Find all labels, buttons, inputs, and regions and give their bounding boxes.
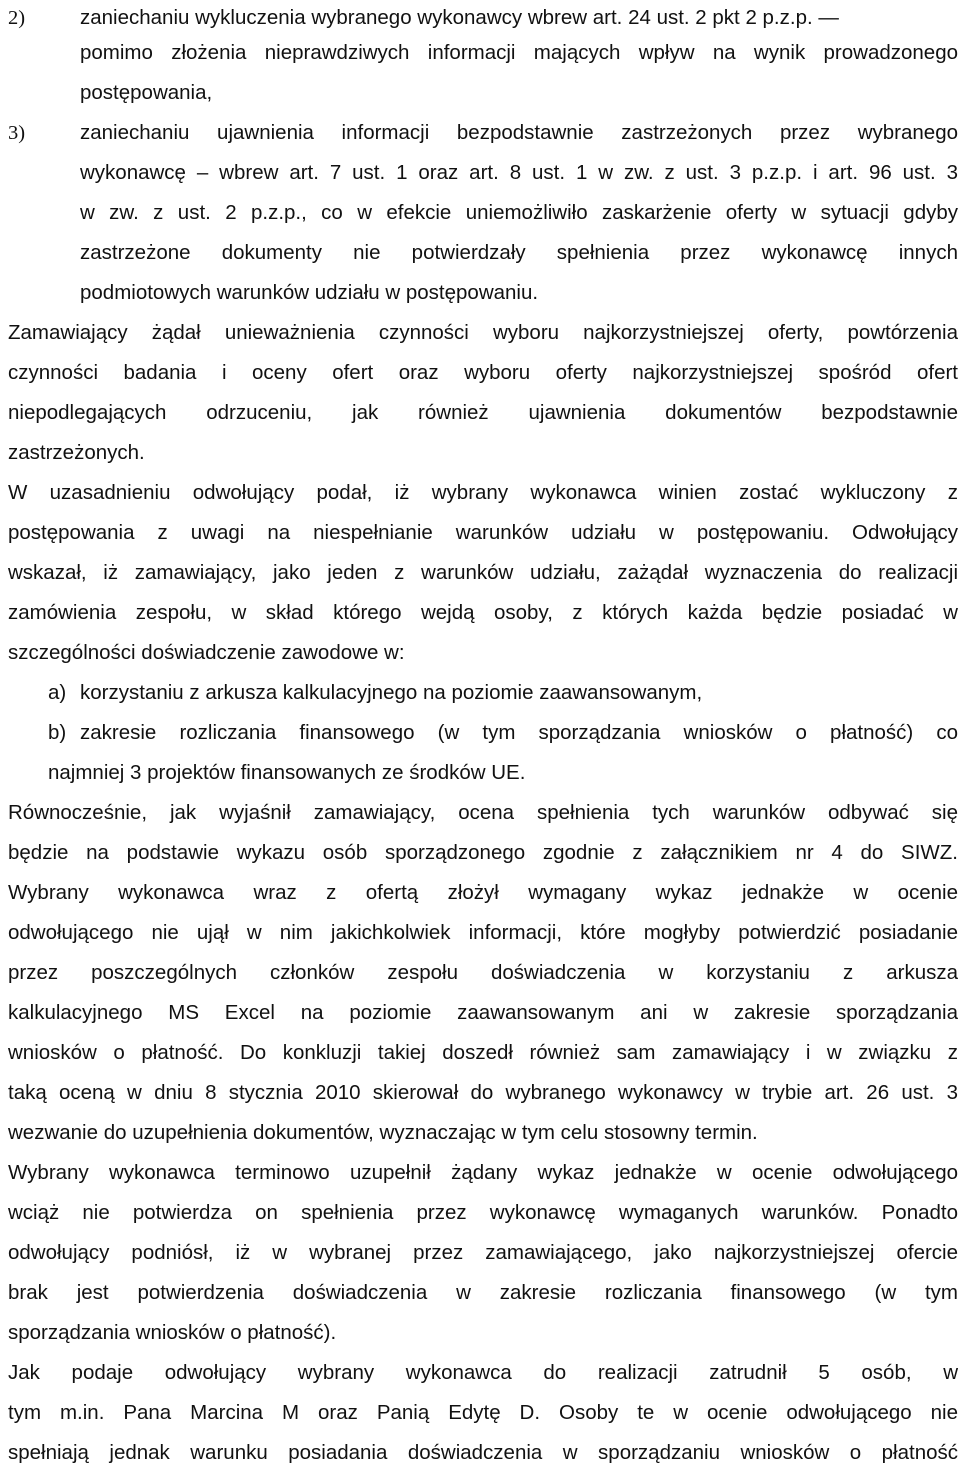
paragraph-4-line-1: Wybrany wykonawca terminowo uzupełnił żądany wykaz jednakże w ocenie odwołującego <box>8 1161 958 1184</box>
paragraph-5-line-1: Jak podaje odwołujący wybrany wykonawca do realizacji zatrudnił 5 osób, w <box>8 1361 958 1384</box>
sub-item-b-line-2: najmniej 3 projektów finansowanych ze środków UE. <box>48 761 526 784</box>
paragraph-3-line-9: wezwanie do uzupełnienia dokumentów, wyznaczając w tym celu stosowny termin. <box>8 1121 758 1144</box>
paragraph-3-line-1: Równocześnie, jak wyjaśnił zamawiający, ocena spełnienia tych warunków odbywać się <box>8 801 958 824</box>
list-marker-3: 3) <box>8 122 26 144</box>
list-item-3-line-4: zastrzeżone dokumenty nie potwierdzały spełnienia przez wykonawcę innych <box>80 241 958 264</box>
list-marker-2: 2) <box>8 7 26 29</box>
paragraph-1-line-4: zastrzeżonych. <box>8 441 145 464</box>
sub-item-a-marker: a) <box>48 681 67 704</box>
list-item-3-line-2: wykonawcę – wbrew art. 7 ust. 1 oraz art. 8 ust. 1 w zw. z ust. 3 p.z.p. i art. 96 ust. 3 <box>80 161 958 184</box>
list-item-2-line-2: pomimo złożenia nieprawdziwych informacji mających wpływ na wynik prowadzonego <box>80 41 958 64</box>
paragraph-5-line-2: tym m.in. Pana Marcina M oraz Panią Edytę D. Osoby te w ocenie odwołującego nie <box>8 1401 958 1424</box>
paragraph-3-line-3: Wybrany wykonawca wraz z ofertą złożył wymagany wykaz jednakże w ocenie <box>8 881 958 904</box>
list-item-3-line-1: zaniechaniu ujawnienia informacji bezpodstawnie zastrzeżonych przez wybranego <box>80 121 958 144</box>
paragraph-2-line-1: W uzasadnieniu odwołujący podał, iż wybrany wykonawca winien zostać wykluczony z <box>8 481 958 504</box>
paragraph-2-line-5: szczególności doświadczenie zawodowe w: <box>8 641 405 664</box>
paragraph-4-line-4: brak jest potwierdzenia doświadczenia w zakresie rozliczania finansowego (w tym <box>8 1281 958 1304</box>
list-item-3-line-5: podmiotowych warunków udziału w postępowaniu. <box>80 281 539 304</box>
paragraph-1-line-2: czynności badania i oceny ofert oraz wyboru oferty najkorzystniejszej spośród ofert <box>8 361 958 384</box>
paragraph-1-line-1: Zamawiający żądał unieważnienia czynności wyboru najkorzystniejszej oferty, powtórzenia <box>8 321 958 344</box>
paragraph-5-line-3: spełniają jednak warunku posiadania doświadczenia w sporządzaniu wniosków o płatność <box>8 1441 958 1464</box>
paragraph-3-line-2: będzie na podstawie wykazu osób sporządzonego zgodnie z załącznikiem nr 4 do SIWZ. <box>8 841 958 864</box>
paragraph-3-line-4: odwołującego nie ujął w nim jakichkolwiek informacji, które mogłyby potwierdzić posiadanie <box>8 921 958 944</box>
paragraph-4-line-3: odwołujący podniósł, iż w wybranej przez zamawiającego, jako najkorzystniejszej ofercie <box>8 1241 958 1264</box>
sub-item-b-line-1: zakresie rozliczania finansowego (w tym sporządzania wniosków o płatność) co <box>80 721 958 744</box>
paragraph-3-line-5: przez poszczególnych członków zespołu doświadczenia w korzystaniu z arkusza <box>8 961 958 984</box>
list-item-3-line-3: w zw. z ust. 2 p.z.p., co w efekcie uniemożliwiło zaskarżenie oferty w sytuacji gdyby <box>80 201 958 224</box>
paragraph-4-line-2: wciąż nie potwierdza on spełnienia przez wykonawcę wymaganych warunków. Ponadto <box>8 1201 958 1224</box>
sub-item-a-line-1: korzystaniu z arkusza kalkulacyjnego na poziomie zaawansowanym, <box>80 681 703 704</box>
paragraph-2-line-4: zamówienia zespołu, w skład którego wejdą osoby, z których każda będzie posiadać w <box>8 601 958 624</box>
paragraph-4-line-5: sporządzania wniosków o płatność). <box>8 1321 337 1344</box>
paragraph-1-line-3: niepodlegających odrzuceniu, jak również ujawnienia dokumentów bezpodstawnie <box>8 401 958 424</box>
list-item-2-line-1: zaniechaniu wykluczenia wybranego wykonawcy wbrew art. 24 ust. 2 pkt 2 p.z.p. — <box>80 6 839 29</box>
paragraph-2-line-2: postępowania z uwagi na niespełnianie warunków udziału w postępowaniu. Odwołujący <box>8 521 958 544</box>
list-item-2-line-3: postępowania, <box>80 81 213 104</box>
sub-item-b-marker: b) <box>48 721 67 744</box>
paragraph-3-line-8: taką oceną w dniu 8 stycznia 2010 skierował do wybranego wykonawcy w trybie art. 26 ust. 3 <box>8 1081 958 1104</box>
paragraph-2-line-3: wskazał, iż zamawiający, jako jeden z warunków udziału, zażądał wyznaczenia do realizacji <box>8 561 958 584</box>
paragraph-3-line-6: kalkulacyjnego MS Excel na poziomie zaawansowanym ani w zakresie sporządzania <box>8 1001 958 1024</box>
paragraph-3-line-7: wniosków o płatność. Do konkluzji takiej doszedł również sam zamawiający i w związku z <box>8 1041 958 1064</box>
